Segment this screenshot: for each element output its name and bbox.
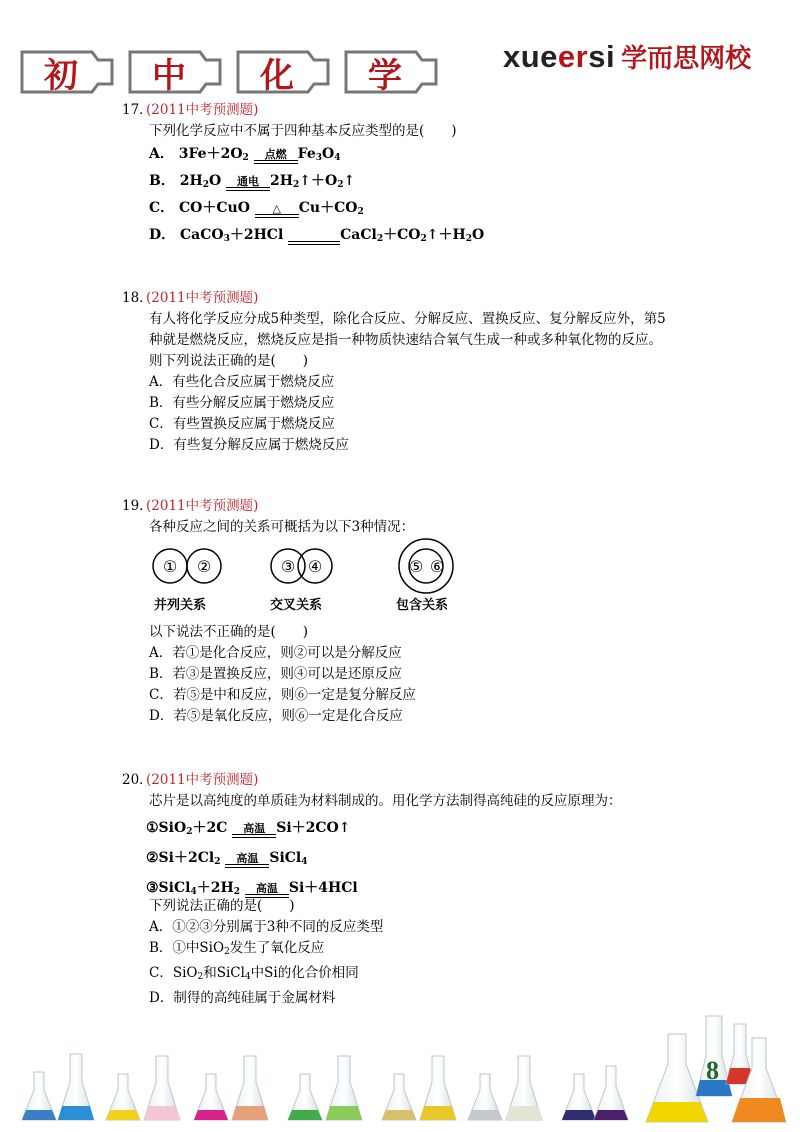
question-stem-line: 种就是燃烧反应，燃烧反应是指一种物质快速结合氧气生成一种或多种氧化物的反应。 <box>149 332 662 348</box>
eq-sub: 2 <box>293 180 300 190</box>
question-header <box>122 288 682 309</box>
question-stem: 下列化学反应中不属于四种基本反应类型的是( ) <box>149 123 457 139</box>
question-number: 20． <box>122 772 153 788</box>
option-sub: 4 <box>244 972 251 982</box>
option-text-tail: 发生了氧化反应 <box>229 940 325 956</box>
flask-icon <box>144 1056 180 1120</box>
title-bottle-3 <box>234 48 334 96</box>
flask-icon <box>382 1074 416 1120</box>
venn-label-1: ① <box>162 557 178 576</box>
option-d <box>122 988 682 1009</box>
title-char: 学 <box>368 55 402 96</box>
eq-sub: 2 <box>337 180 344 190</box>
title-bottle-1 <box>18 48 118 96</box>
condition-text: 点燃 <box>264 148 287 161</box>
option-label: A． <box>149 146 174 162</box>
eq-products-mid: ↑＋O <box>299 173 338 189</box>
question-18 <box>122 288 682 456</box>
flask-icon <box>420 1056 456 1120</box>
question-number: 17． <box>122 102 153 118</box>
flask-icon <box>106 1074 140 1120</box>
option-a <box>122 917 682 938</box>
flask-icon <box>232 1056 268 1120</box>
question-number: 18． <box>122 290 153 306</box>
option-b: B．若③是置换反应，则④可以是还原反应 <box>149 666 402 682</box>
question-source: (2011中考预测题) <box>146 772 259 788</box>
flask-icon <box>22 1072 56 1120</box>
brand-suffix: si <box>588 39 616 74</box>
question-header <box>122 496 682 517</box>
eq-reactants: CO＋CuO <box>179 200 250 216</box>
venn-label-2: ② <box>196 557 212 576</box>
brand-prefix: xue <box>503 39 558 74</box>
venn-diagrams <box>148 538 488 612</box>
relation-label-intersect: 交叉关系 <box>270 598 323 613</box>
option-text: A．①②③分别属于3种不同的反应类型 <box>149 919 384 935</box>
equation-2 <box>146 845 706 875</box>
eq-sub: 2 <box>357 207 364 217</box>
option-label: D． <box>149 227 176 243</box>
venn-label-6: ⑥ <box>429 557 445 576</box>
condition-text: 高温 <box>236 852 259 865</box>
brand-en <box>503 39 615 74</box>
flask-icon <box>562 1074 596 1120</box>
reaction-condition <box>255 203 299 218</box>
header-title-bottles <box>18 48 442 96</box>
question-prompt: 下列说法正确的是( ) <box>149 898 295 914</box>
eq-products: SiCl <box>269 850 302 866</box>
brand-logo <box>503 38 751 75</box>
eq-products-mid: O <box>322 146 335 162</box>
eq-sub: 2 <box>465 234 472 244</box>
eq-sub: 2 <box>186 827 193 837</box>
eq-sub: 4 <box>190 887 197 897</box>
reaction-condition <box>226 176 270 191</box>
eq-sub: 3 <box>223 234 230 244</box>
option-d: D．有些复分解反应属于燃烧反应 <box>149 437 349 453</box>
condition-text: 高温 <box>243 822 266 835</box>
venn-label-5: ⑤ <box>408 557 424 576</box>
title-char: 初 <box>44 55 78 96</box>
option-text: C．SiO <box>149 965 198 981</box>
eq-reactants-tail: ＋2HCl <box>229 227 284 243</box>
question-source: (2011中考预测题) <box>146 498 259 514</box>
eq-reactants: ②Si＋2Cl <box>146 850 215 866</box>
eq-products: CaCl <box>340 227 377 243</box>
eq-sub: 2 <box>214 857 221 867</box>
condition-text <box>288 230 340 241</box>
option-label: C． <box>149 200 175 216</box>
flask-icon <box>58 1054 94 1120</box>
circle-outer <box>399 539 453 593</box>
condition-text: 通电 <box>237 175 260 188</box>
title-char: 中 <box>152 55 186 96</box>
eq-reactants: CaCO <box>180 227 224 243</box>
title-char: 化 <box>260 55 294 96</box>
question-number: 19． <box>122 498 153 514</box>
reaction-condition <box>254 149 298 164</box>
option-d: D．若⑤是氧化反应，则⑥一定是化合反应 <box>149 708 403 724</box>
eq-sub: 4 <box>301 857 308 867</box>
eq-products-tail: ↑ <box>343 173 356 189</box>
eq-reactants: 2H <box>179 173 203 189</box>
question-source: (2011中考预测题) <box>146 102 259 118</box>
relation-label-parallel: 并列关系 <box>154 598 207 613</box>
flask-icon <box>594 1066 628 1120</box>
eq-reactants-tail: O <box>208 173 222 189</box>
question-19-options <box>122 622 682 727</box>
question-17 <box>122 100 682 250</box>
eq-reactants: ①SiO <box>146 820 187 836</box>
eq-sub: 2 <box>233 887 240 897</box>
eq-sub: 3 <box>315 153 323 163</box>
question-header <box>122 100 682 121</box>
eq-products: 2H <box>270 173 293 189</box>
eq-sub: 2 <box>420 234 427 244</box>
option-a: A．有些化合反应属于燃烧反应 <box>149 374 335 390</box>
eq-products-end: O <box>471 227 485 243</box>
option-text-mid: 和SiCl <box>203 965 245 981</box>
flask-icon <box>506 1056 542 1120</box>
question-source: (2011中考预测题) <box>146 290 259 306</box>
eq-products-tail: ↑＋H <box>426 227 466 243</box>
flask-icon <box>468 1074 502 1120</box>
flask-footer-decoration <box>0 1010 800 1132</box>
question-stem: 各种反应之间的关系可概括为以下3种情况： <box>149 519 415 535</box>
option-c: C．有些置换反应属于燃烧反应 <box>149 416 335 432</box>
option-c <box>122 963 682 988</box>
option-b: B．有些分解反应属于燃烧反应 <box>149 395 335 411</box>
brand-cn: 学而思网校 <box>621 44 752 74</box>
brand-highlight: er <box>557 39 589 74</box>
eq-reactants-tail: ＋2C <box>192 820 228 836</box>
question-20-options <box>122 896 682 1009</box>
venn-circles <box>148 538 488 594</box>
option-a: A．若①是化合反应，则②可以是分解反应 <box>149 645 402 661</box>
equations-block <box>146 815 706 905</box>
eq-sub: 2 <box>202 180 209 190</box>
option-text: D．制得的高纯硅属于金属材料 <box>149 990 336 1006</box>
question-prompt: 以下说法不正确的是( ) <box>149 624 309 640</box>
eq-reactants-tail: ＋2H <box>196 880 234 896</box>
reaction-condition <box>232 823 276 838</box>
eq-reactants: 3Fe＋2O <box>178 146 243 162</box>
eq-products: Fe <box>297 146 316 162</box>
condition-text: 高温 <box>255 882 278 895</box>
eq-reactants: ③SiCl <box>146 880 191 896</box>
option-text-tail: 中Si的化合价相同 <box>250 965 359 981</box>
option-b <box>122 171 682 196</box>
flask-icon <box>288 1074 322 1120</box>
equation-1 <box>146 815 706 845</box>
flask-icon <box>326 1056 362 1120</box>
reaction-condition <box>288 230 340 245</box>
option-label: B． <box>149 173 175 189</box>
venn-label-4: ④ <box>307 557 323 576</box>
option-sub: 2 <box>224 947 230 957</box>
question-stem: 芯片是以高纯度的单质硅为材料制成的。用化学方法制得高纯硅的反应原理为： <box>149 793 622 809</box>
title-bottle-4 <box>342 48 442 96</box>
reaction-condition <box>225 853 269 868</box>
venn-label-3: ③ <box>280 557 296 576</box>
question-header <box>122 770 682 791</box>
title-bottle-2 <box>126 48 226 96</box>
page-number: 8 <box>706 1056 719 1085</box>
question-19 <box>122 496 682 538</box>
condition-text: △ <box>272 202 281 215</box>
eq-products: Si＋4HCl <box>288 880 358 896</box>
option-d <box>122 225 682 250</box>
question-20 <box>122 770 682 812</box>
eq-sub: 2 <box>242 153 249 163</box>
option-c: C．若⑤是中和反应，则⑥一定是复分解反应 <box>149 687 416 703</box>
option-b <box>122 938 682 963</box>
option-c <box>122 198 682 223</box>
question-stem-line: 有人将化学反应分成5种类型，除化合反应、分解反应、置换反应、复分解反应外，第5 <box>149 311 666 327</box>
question-stem-line: 则下列说法正确的是( ) <box>149 353 309 369</box>
eq-products: Cu＋CO <box>298 200 358 216</box>
option-a <box>122 144 682 169</box>
eq-products: Si＋2CO↑ <box>276 820 351 836</box>
flask-icon <box>194 1074 228 1120</box>
eq-sub: 2 <box>376 234 384 244</box>
option-sub: 2 <box>197 972 204 982</box>
eq-sub: 4 <box>334 153 341 163</box>
relation-label-contain: 包含关系 <box>396 598 449 613</box>
option-text: B．①中SiO <box>149 940 225 956</box>
eq-products-mid: ＋CO <box>383 227 421 243</box>
